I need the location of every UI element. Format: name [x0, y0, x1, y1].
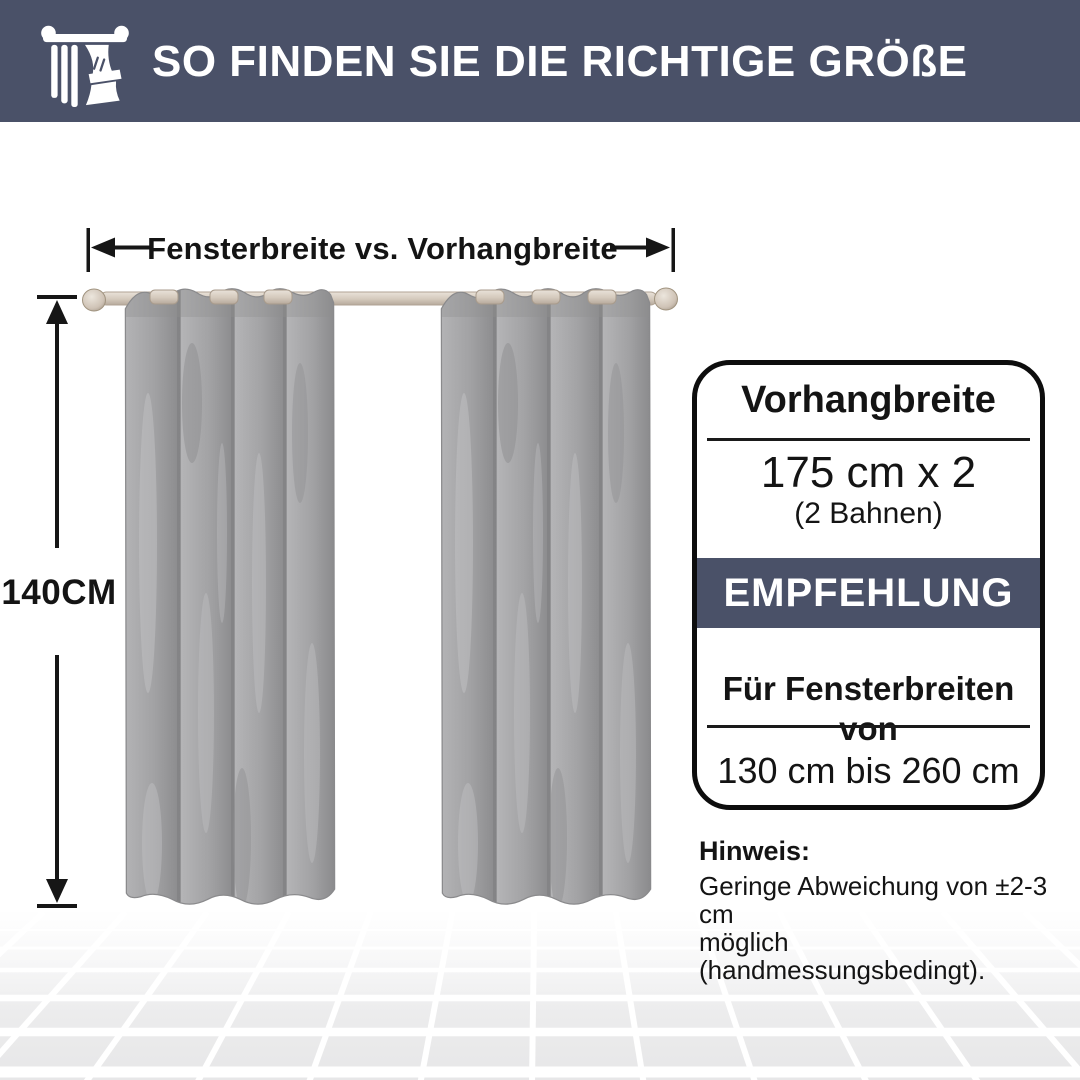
header-title: SO FINDEN SIE DIE RICHTIGE GRÖßE — [152, 37, 968, 86]
note-line: möglich (handmessungsbedingt). — [699, 927, 986, 985]
size-info-card — [692, 360, 1045, 810]
window-range-value: 130 cm bis 260 cm — [717, 750, 1020, 791]
curtain-height-label: 140CM — [1, 573, 117, 612]
card-divider — [707, 438, 1030, 441]
panels-note: (2 Bahnen) — [794, 497, 943, 530]
note-line: Geringe Abweichung von ±2-3 cm — [699, 871, 1048, 929]
width-comparison-label: Fensterbreite vs. Vorhangbreite — [147, 231, 618, 266]
curtain-panel-left — [122, 283, 334, 908]
note-label: Hinweis: — [699, 836, 811, 866]
curtain-width-value: 175 cm x 2 — [760, 448, 977, 497]
curtain-panel-right — [438, 283, 650, 908]
card-divider — [707, 725, 1030, 728]
note-block — [699, 836, 1069, 984]
header-bar — [0, 0, 1080, 122]
window-range-label: Für Fensterbreiten von — [722, 670, 1015, 747]
card-title: Vorhangbreite — [741, 379, 996, 421]
recommendation-badge: EMPFEHLUNG — [697, 558, 1040, 628]
curtain-rod-icon — [38, 23, 132, 107]
